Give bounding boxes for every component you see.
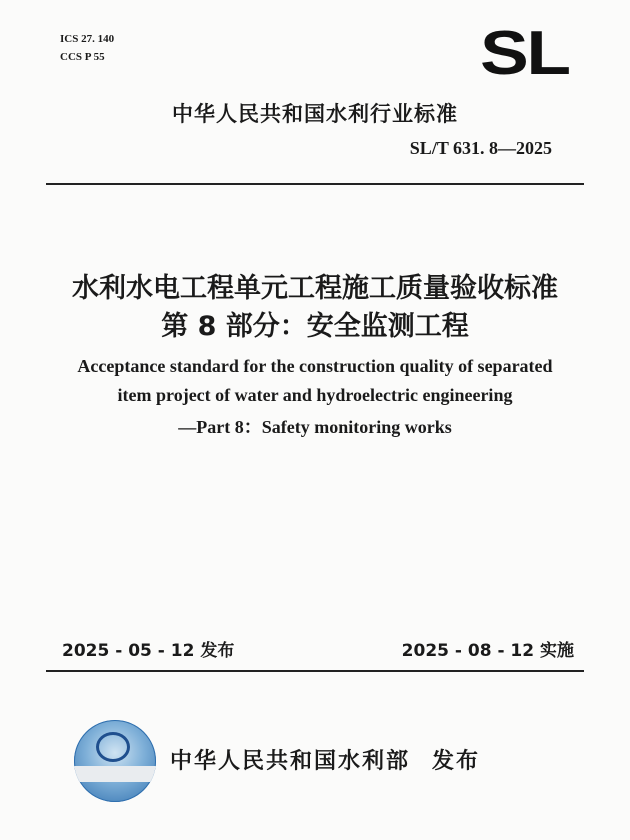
- top-divider: [46, 183, 584, 185]
- issue-date: 2025 - 05 - 12 发布: [62, 641, 235, 661]
- ministry-seal-icon: [74, 720, 156, 802]
- title-en-line1: Acceptance standard for the construction quality of separated: [77, 356, 553, 376]
- seal-band: [74, 766, 156, 782]
- ministry-standard-title: 中华人民共和国水利行业标准: [172, 102, 458, 126]
- publish-label: 发布: [432, 749, 481, 774]
- title-cn-line1: 水利水电工程单元工程施工质量验收标准: [72, 273, 558, 304]
- title-cn-line2: 第 8 部分：安全监测工程: [161, 311, 469, 342]
- title-en-line3: —Part 8：Safety monitoring works: [178, 417, 452, 437]
- sl-logo: SL: [480, 19, 569, 88]
- title-en-line2: item project of water and hydroelectric engineering: [117, 385, 513, 405]
- effective-date: 2025 - 08 - 12 实施: [401, 641, 574, 661]
- standard-number: SL/T 631. 8—2025: [409, 138, 552, 158]
- ics-code: ICS 27. 140: [60, 33, 115, 45]
- bottom-divider: [46, 670, 584, 672]
- publisher-line: [170, 744, 480, 775]
- seal-emblem: [96, 732, 130, 762]
- publisher-name: 中华人民共和国水利部: [170, 749, 411, 774]
- classification-codes: [60, 30, 114, 66]
- ccs-code: CCS P 55: [60, 51, 105, 63]
